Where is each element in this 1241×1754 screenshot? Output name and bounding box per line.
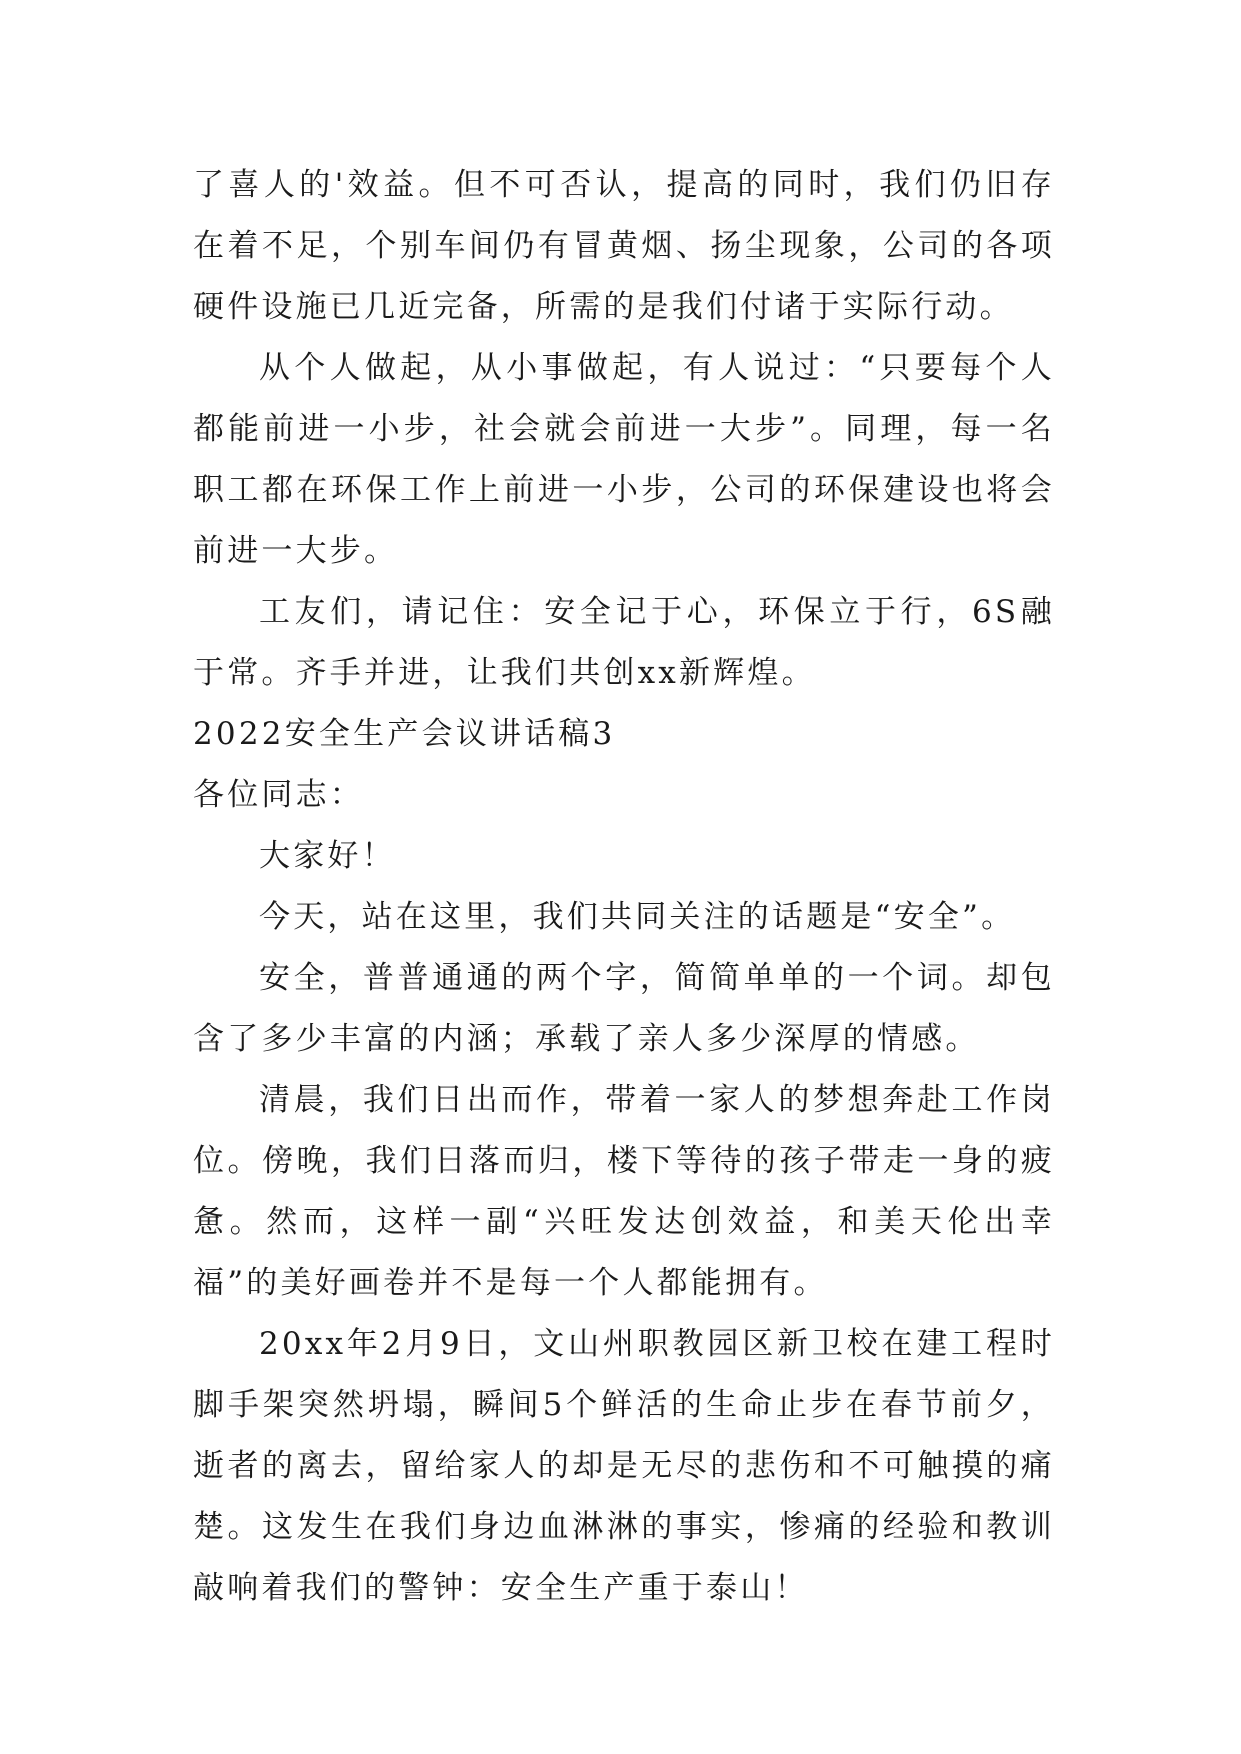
greeting: 大家好！ xyxy=(259,838,396,874)
paragraph-2: 从个人做起，从小事做起，有人说过：“只要每个人都能前进一小步，社会就会前进一大步”。同理，每一名职工都在环保工作上前进一小步，公司的环保建设也将会前进一大步。 xyxy=(193,350,1055,569)
section-title: 2022安全生产会议讲话稿3 xyxy=(193,716,616,752)
paragraph-8: 安全，普普通通的两个字，简简单单的一个词。却包含了多少丰富的内涵；承载了亲人多少深厚的情感。 xyxy=(193,960,1055,1057)
document-body xyxy=(193,155,1055,1619)
paragraph-3: 工友们，请记住：安全记于心，环保立于行，6S融于常。齐手并进，让我们共创xx新辉煌。 xyxy=(193,594,1055,691)
paragraph-10: 20xx年2月9日，文山州职教园区新卫校在建工程时脚手架突然坍塌，瞬间5个鲜活的生命止步在春节前夕，逝者的离去，留给家人的却是无尽的悲伤和不可触摸的痛楚。这发生在我们身边血淋淋的事实，惨痛的经验和教训敲响着我们的警钟：安全生产重于泰山！ xyxy=(193,1326,1055,1606)
paragraph-7: 今天，站在这里，我们共同关注的话题是“安全”。 xyxy=(259,899,1016,935)
salutation: 各位同志： xyxy=(193,777,364,813)
paragraph-1: 了喜人的'效益。但不可否认，提高的同时，我们仍旧存在着不足，个别车间仍有冒黄烟、扬尘现象，公司的各项硬件设施已几近完备，所需的是我们付诸于实际行动。 xyxy=(193,167,1055,325)
paragraph-9: 清晨，我们日出而作，带着一家人的梦想奔赴工作岗位。傍晚，我们日落而归，楼下等待的孩子带走一身的疲惫。然而，这样一副“兴旺发达创效益，和美天伦出幸福”的美好画卷并不是每一个人都能拥有。 xyxy=(193,1082,1055,1301)
